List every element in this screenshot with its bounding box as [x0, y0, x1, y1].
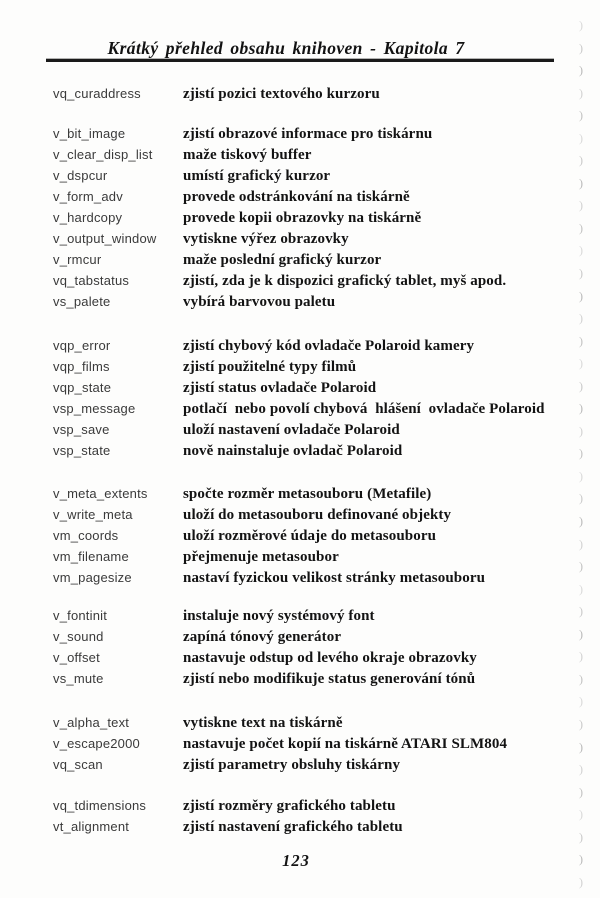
page-edge-mark: ) — [579, 468, 583, 483]
function-name: v_bit_image — [53, 126, 126, 141]
page-edge-mark: ) — [579, 130, 583, 145]
function-description: spočte rozměr metasouboru (Metafile) — [183, 486, 432, 502]
page-edge-mark: ) — [579, 356, 583, 371]
page-edge-mark: ) — [579, 581, 583, 596]
function-row — [53, 401, 553, 422]
function-row — [53, 549, 553, 570]
function-row — [53, 126, 553, 147]
function-description: potlačí nebo povolí chybová hlášení ovladače Polaroid — [183, 401, 545, 417]
function-row — [53, 819, 553, 840]
function-description: nově nainstaluje ovladač Polaroid — [183, 443, 403, 459]
function-row — [53, 338, 553, 359]
function-group — [53, 338, 553, 464]
page-edge-mark: ) — [579, 85, 583, 100]
function-name: v_sound — [53, 629, 104, 644]
function-name: v_alpha_text — [53, 715, 130, 730]
function-description: zjistí chybový kód ovladače Polaroid kamery — [183, 338, 475, 354]
page-edge-mark: ) — [579, 536, 583, 551]
function-row — [53, 608, 553, 629]
function-name: vqp_error — [53, 338, 111, 353]
page-edge-mark: ) — [579, 40, 583, 55]
function-row — [53, 757, 553, 778]
page-edge-mark: ) — [579, 671, 583, 686]
function-description: instaluje nový systémový font — [183, 608, 375, 624]
page-edge-mark: ) — [579, 874, 583, 889]
page-edge-mark: ) — [579, 198, 583, 213]
page-edge-mark: ) — [579, 852, 583, 867]
page-edge-mark: ) — [579, 153, 583, 168]
function-name: v_hardcopy — [53, 210, 123, 225]
function-name: vs_mute — [53, 671, 104, 686]
page-edge-mark: ) — [579, 784, 583, 799]
function-name: vt_alignment — [53, 819, 130, 834]
function-reference-list — [53, 86, 553, 840]
function-description: zjistí status ovladače Polaroid — [183, 380, 377, 396]
page-edge-mark: ) — [579, 491, 583, 506]
function-name: v_write_meta — [53, 507, 133, 522]
page-edge-mark: ) — [579, 739, 583, 754]
page-edge-mark: ) — [579, 762, 583, 777]
function-row — [53, 294, 553, 315]
function-row — [53, 507, 553, 528]
function-row — [53, 486, 553, 507]
function-description: uloží rozměrové údaje do metasouboru — [183, 528, 437, 544]
function-name: v_output_window — [53, 231, 157, 246]
function-description: maže tiskový buffer — [183, 147, 312, 163]
function-group — [53, 608, 553, 692]
function-description: zjistí pozici textového kurzoru — [183, 86, 380, 102]
function-row — [53, 798, 553, 819]
function-row — [53, 273, 553, 294]
function-name: v_meta_extents — [53, 486, 148, 501]
page-edge-mark: ) — [579, 243, 583, 258]
page-number: 123 — [282, 851, 310, 870]
page-edge-mark: ) — [579, 266, 583, 281]
page-edge-mark: ) — [579, 694, 583, 709]
page-edge-mark: ) — [579, 559, 583, 574]
function-name: v_rmcur — [53, 252, 102, 267]
page-edge-mark: ) — [579, 423, 583, 438]
function-row — [53, 629, 553, 650]
function-name: v_form_adv — [53, 189, 123, 204]
function-description: zjistí nastavení grafického tabletu — [183, 819, 403, 835]
function-name: vq_curaddress — [53, 86, 141, 101]
page-edge-mark: ) — [579, 333, 583, 348]
function-row — [53, 736, 553, 757]
function-group — [53, 486, 553, 591]
function-row — [53, 671, 553, 692]
page-edge-mark: ) — [579, 108, 583, 123]
function-description: umístí grafický kurzor — [183, 168, 331, 184]
function-row — [53, 715, 553, 736]
page-edge-mark: ) — [579, 401, 583, 416]
function-description: nastaví fyzickou velikost stránky metasouboru — [183, 570, 486, 586]
function-row — [53, 528, 553, 549]
function-description: přejmenuje metasoubor — [183, 549, 339, 565]
function-row — [53, 570, 553, 591]
function-row — [53, 86, 553, 107]
page-edge-mark: ) — [579, 175, 583, 190]
page-edge-mark: ) — [579, 378, 583, 393]
page-edge-mark: ) — [579, 829, 583, 844]
function-group — [53, 86, 553, 107]
function-name: vqp_state — [53, 380, 112, 395]
page-edge-mark: ) — [579, 220, 583, 235]
function-group — [53, 126, 553, 315]
page-edge-mark: ) — [579, 626, 583, 641]
function-description: vytiskne text na tiskárně — [183, 715, 343, 731]
function-row — [53, 210, 553, 231]
page-edge-mark: ) — [579, 63, 583, 78]
page-edge-mark: ) — [579, 649, 583, 664]
function-description: zapíná tónový generátor — [183, 629, 342, 645]
function-description: uloží nastavení ovladače Polaroid — [183, 422, 400, 438]
function-description: vybírá barvovou paletu — [183, 294, 336, 310]
function-description: provede odstránkování na tiskárně — [183, 189, 410, 205]
function-description: vytiskne výřez obrazovky — [183, 231, 349, 247]
function-row — [53, 443, 553, 464]
page-edge-mark: ) — [579, 288, 583, 303]
function-name: vm_filename — [53, 549, 129, 564]
function-row — [53, 147, 553, 168]
function-description: zjistí použitelné typy filmů — [183, 359, 357, 375]
function-name: v_clear_disp_list — [53, 147, 153, 162]
page-edge-mark: ) — [579, 716, 583, 731]
page-edge-mark: ) — [579, 807, 583, 822]
function-group — [53, 715, 553, 778]
function-description: nastavuje odstup od levého okraje obrazovky — [183, 650, 477, 666]
header-rule — [46, 59, 554, 62]
function-name: vs_palete — [53, 294, 111, 309]
function-name: vsp_message — [53, 401, 136, 416]
function-row — [53, 189, 553, 210]
function-name: vm_coords — [53, 528, 119, 543]
page-edge-mark: ) — [579, 18, 583, 32]
function-name: v_offset — [53, 650, 100, 665]
page-edge-mark: ) — [579, 514, 583, 529]
function-name: vq_tdimensions — [53, 798, 147, 813]
function-group — [53, 798, 553, 840]
function-name: v_fontinit — [53, 608, 108, 623]
function-name: vm_pagesize — [53, 570, 132, 585]
function-description: zjistí rozměry grafického tabletu — [183, 798, 396, 814]
page-edge-mark: ) — [579, 604, 583, 619]
page-edge-mark: ) — [579, 311, 583, 326]
function-description: maže poslední grafický kurzor — [183, 252, 382, 268]
function-row — [53, 231, 553, 252]
function-name: vsp_save — [53, 422, 110, 437]
function-name: v_dspcur — [53, 168, 108, 183]
function-row — [53, 380, 553, 401]
function-description: zjistí obrazové informace pro tiskárnu — [183, 126, 433, 142]
function-description: uloží do metasouboru definované objekty — [183, 507, 452, 523]
function-description: zjistí parametry obsluhy tiskárny — [183, 757, 401, 773]
function-name: v_escape2000 — [53, 736, 140, 751]
page-header-title: Krátký přehled obsahu knihoven - Kapitola 7 — [107, 38, 465, 58]
function-row — [53, 422, 553, 443]
function-description: nastavuje počet kopií na tiskárně ATARI SLM804 — [183, 736, 508, 752]
function-row — [53, 252, 553, 273]
function-row — [53, 168, 553, 189]
function-description: provede kopii obrazovky na tiskárně — [183, 210, 422, 226]
function-name: vq_tabstatus — [53, 273, 130, 288]
function-name: vq_scan — [53, 757, 103, 772]
function-description: zjistí nebo modifikuje status generování tónů — [183, 671, 476, 687]
function-row — [53, 650, 553, 671]
function-description: zjistí, zda je k dispozici grafický tablet, myš apod. — [183, 273, 507, 289]
function-name: vsp_state — [53, 443, 111, 458]
function-row — [53, 359, 553, 380]
function-name: vqp_films — [53, 359, 110, 374]
page-edge-mark: ) — [579, 446, 583, 461]
scan-edge-artifacts — [579, 20, 593, 899]
